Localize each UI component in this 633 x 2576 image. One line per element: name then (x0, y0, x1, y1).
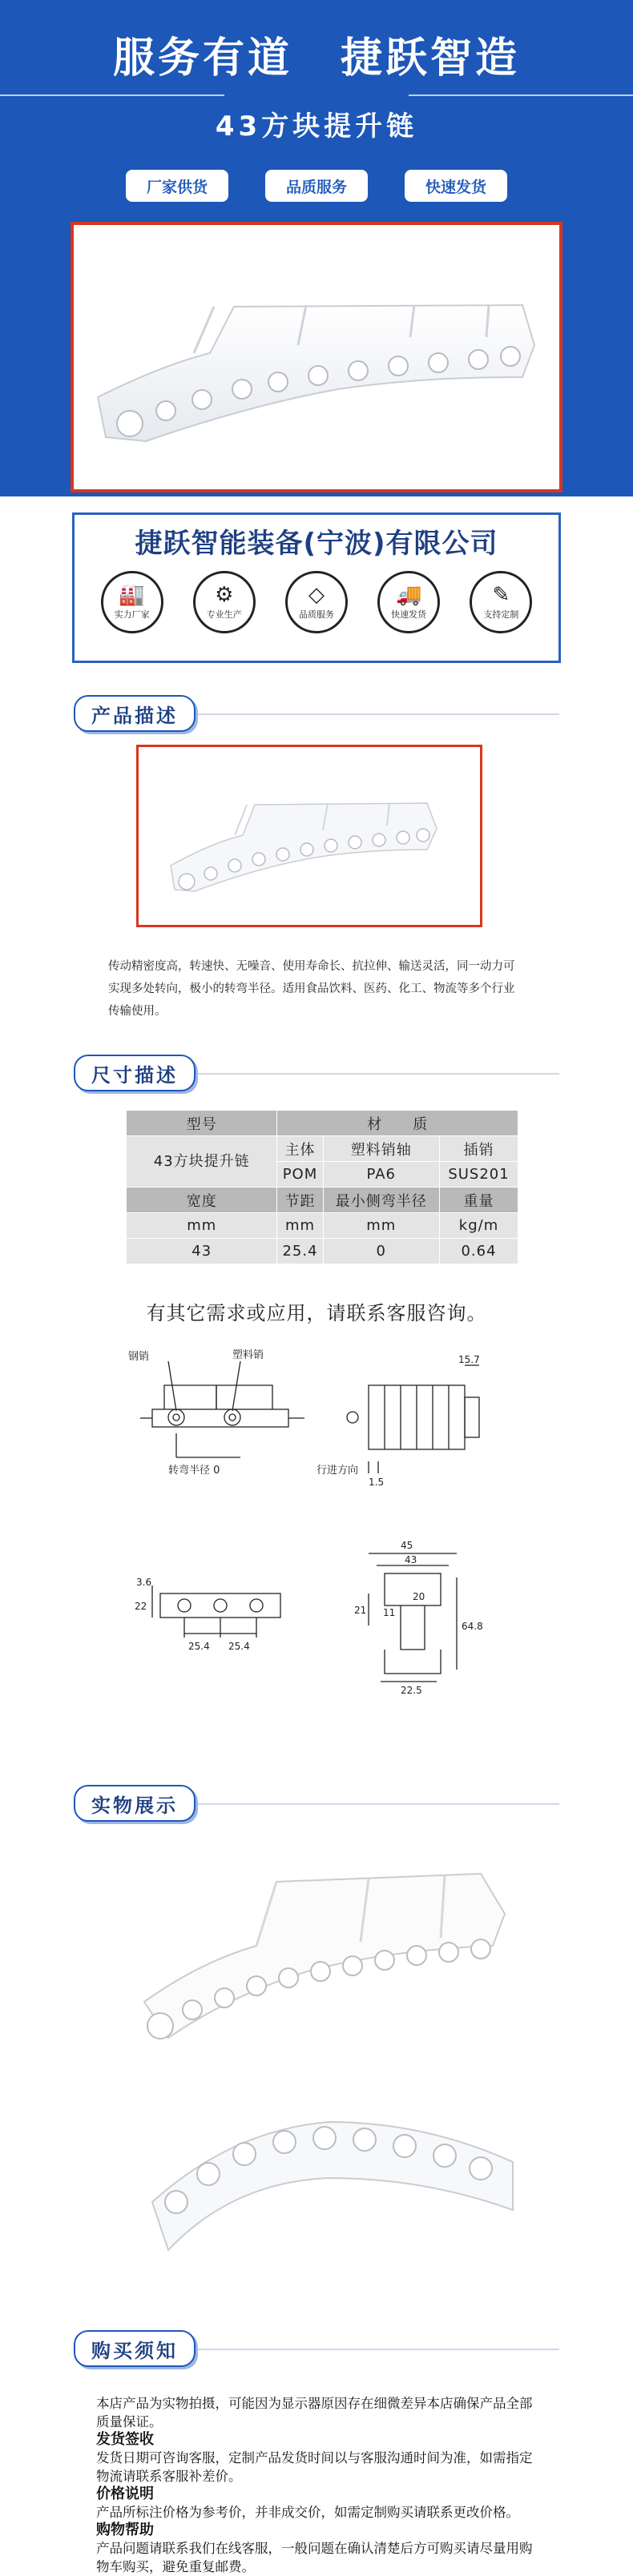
notice-heading: 购物帮助 (96, 2522, 154, 2538)
badge-fast-delivery: 快速发货 (405, 170, 507, 202)
table-row (127, 1111, 518, 1136)
spec-cell: 最小侧弯半径 (323, 1188, 440, 1213)
section-header-notice (74, 2330, 196, 2367)
dim-3-6: 3.6 (136, 1577, 152, 1588)
product-title: 43方块提升链 (215, 111, 418, 143)
notice-text (96, 2394, 545, 2576)
slogan-divider-right (409, 94, 633, 96)
spec-cell: mm (323, 1213, 440, 1239)
company-name: 捷跃智能装备(宁波)有限公司 (135, 528, 498, 560)
description-text: 传动精密度高，转速快、无噪音、使用寿命长、抗拉伸、输送灵活，同一动力可实现多处转向，极小的转弯半径。适用食品饮料、医药、化工、物流等多个行业传输使用。 (108, 960, 515, 1018)
spec-cell: 0 (323, 1239, 440, 1264)
front-view-drawing (128, 1529, 321, 1682)
chain-illustration-small (139, 747, 480, 925)
spec-cell: 0.64 (440, 1239, 518, 1264)
notice-paragraph: 产品问题请联系我们在线客服，一般问题在确认清楚后方可购买请尽量用购物车购买，避免重复邮费。 (96, 2541, 533, 2574)
feature-delivery (377, 571, 440, 633)
dim-15-7: 15.7 (458, 1354, 480, 1365)
top-view-drawing (316, 1353, 521, 1497)
spec-cell: kg/m (440, 1213, 518, 1239)
truck-icon: 🚚 快速发货 (377, 571, 440, 633)
side-view-drawing (120, 1337, 321, 1489)
spec-cell: 重量 (440, 1188, 518, 1213)
slogan (0, 24, 633, 84)
spec-note: 有其它需求或应用，请联系客服咨询。 (146, 1302, 487, 1324)
slogan-right: 捷跃智造 (341, 34, 521, 82)
spec-cell: 插销 (440, 1136, 518, 1162)
feature-quality (285, 571, 348, 633)
section-header-photos (74, 1785, 196, 1822)
spec-cell: 43方块提升链 (127, 1136, 277, 1188)
spec-cell: 型号 (127, 1111, 277, 1136)
notice-heading: 发货签收 (96, 2431, 154, 2448)
slogan-divider-left (0, 94, 224, 96)
section-title-description: 产品描述 (74, 695, 196, 732)
dim-22-5: 22.5 (401, 1685, 422, 1696)
notice-paragraph: 本店产品为实物拍摄，可能因为显示器原因存在细微差异本店确保产品全部质量保证。 (96, 2396, 533, 2429)
wrench-icon: ✎ 支持定制 (470, 571, 532, 633)
gear-icon: ⚙ 专业生产 (193, 571, 256, 633)
table-row (127, 1213, 518, 1239)
spec-cell: mm (127, 1213, 277, 1239)
description-photo (136, 745, 482, 927)
dim-25-4-a: 25.4 (188, 1641, 210, 1652)
company-card (72, 512, 561, 663)
spec-cell: mm (277, 1213, 323, 1239)
table-row (127, 1239, 518, 1264)
dim-25-4-b: 25.4 (228, 1641, 250, 1652)
feature-factory (101, 571, 163, 633)
product-real-photos (136, 1850, 521, 2306)
slogan-left: 服务有道 (112, 34, 292, 82)
direction-label: 行进方向 (316, 1465, 359, 1477)
section-title-photos: 实物展示 (74, 1785, 196, 1822)
spec-cell: POM (277, 1162, 323, 1188)
notice-paragraph: 发货日期可咨询客服，定制产品发货时间以与客服沟通时间为准，如需指定物流请联系客服补差价。 (96, 2450, 533, 2484)
spec-table (126, 1110, 518, 1264)
chain-illustration (74, 225, 559, 489)
table-row (127, 1188, 518, 1213)
spec-cell: 塑料销轴 (323, 1136, 440, 1162)
dim-64-8: 64.8 (462, 1621, 483, 1632)
steel-pin-label: 钢销 (128, 1351, 150, 1363)
section-view-drawing (337, 1529, 529, 1706)
notice-paragraph: 产品所标注价格为参考价，并非成交价，如需定制购买请联系更改价格。 (96, 2505, 519, 2520)
dim-21: 21 (354, 1605, 367, 1616)
hero-product-photo (71, 222, 562, 492)
diamond-icon: ◇ 品质服务 (285, 571, 348, 633)
spec-cell: 43 (127, 1239, 277, 1264)
spec-cell: 节距 (277, 1188, 323, 1213)
feature-custom (470, 571, 532, 633)
spec-cell: 25.4 (277, 1239, 323, 1264)
feature-production (193, 571, 256, 633)
factory-icon: 🏭 实力厂家 (101, 571, 163, 633)
badge-quality-service: 品质服务 (265, 170, 368, 202)
dim-20: 20 (413, 1591, 425, 1602)
section-title-dimensions: 尺寸描述 (74, 1055, 196, 1091)
section-header-description (74, 695, 196, 732)
section-header-dimensions (74, 1055, 196, 1091)
feature-icons (75, 571, 558, 633)
badge-row (0, 170, 633, 202)
table-row (127, 1136, 518, 1162)
section-title-notice: 购买须知 (74, 2330, 196, 2367)
dim-1-5: 1.5 (369, 1477, 385, 1488)
plastic-pin-label: 塑料销 (232, 1349, 264, 1361)
spec-cell: PA6 (323, 1162, 440, 1188)
dim-11: 11 (383, 1607, 396, 1618)
dim-22: 22 (135, 1601, 147, 1612)
badge-factory-supply: 厂家供货 (126, 170, 228, 202)
dim-45: 45 (401, 1540, 413, 1551)
spec-cell: SUS201 (440, 1162, 518, 1188)
dim-43: 43 (405, 1554, 417, 1565)
spec-cell: 材 质 (277, 1111, 518, 1136)
notice-heading: 价格说明 (96, 2486, 154, 2502)
spec-cell: 主体 (277, 1136, 323, 1162)
spec-cell: 宽度 (127, 1188, 277, 1213)
turn-radius-label: 转弯半径 0 (168, 1465, 220, 1477)
